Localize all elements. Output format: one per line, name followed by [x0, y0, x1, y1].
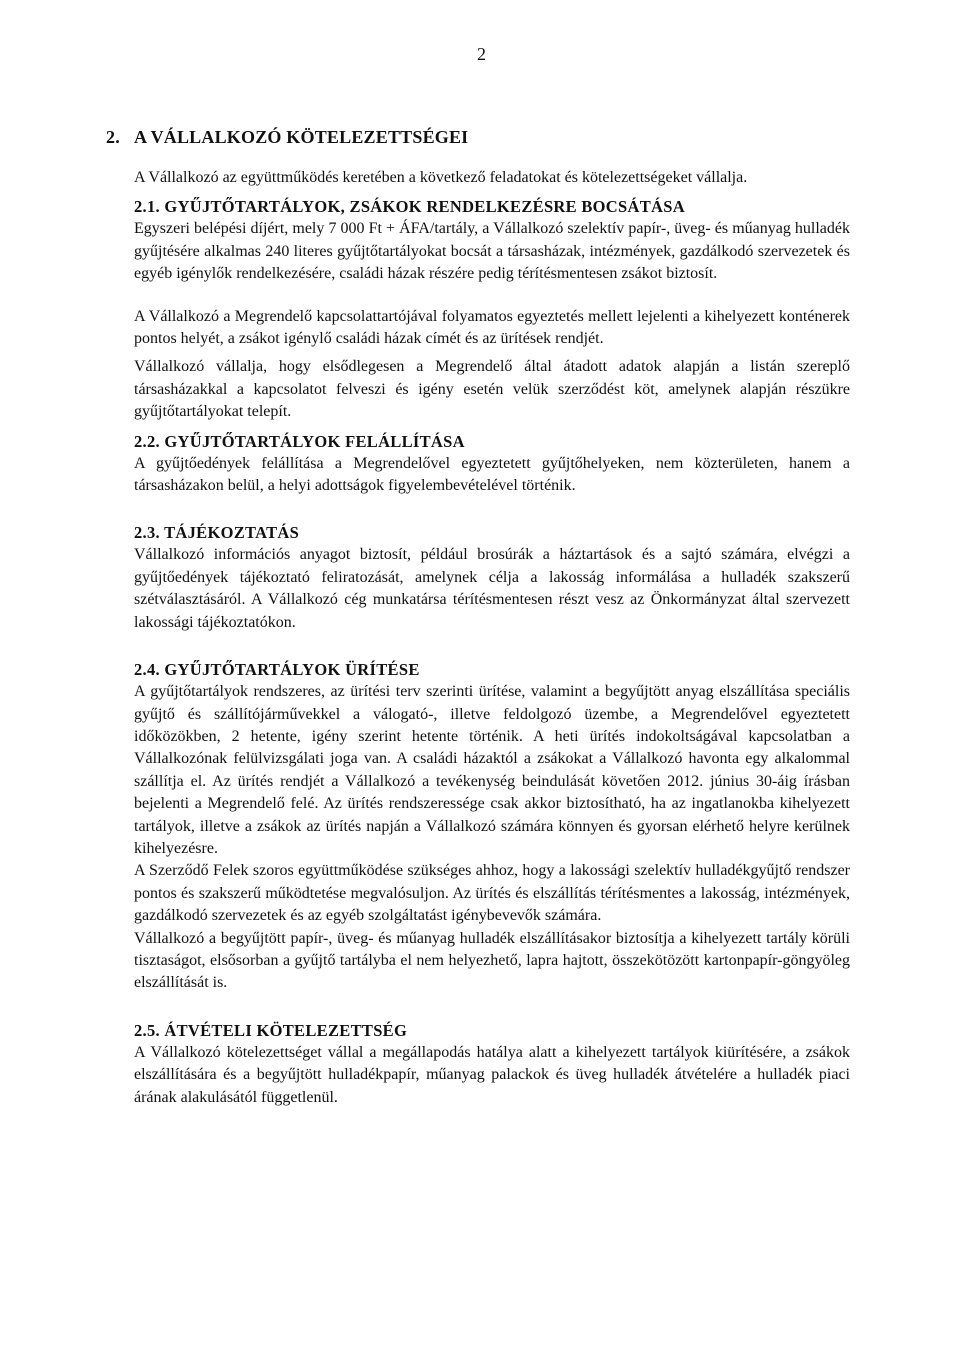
section-2-2 — [134, 430, 850, 498]
section-heading: 2.3. TÁJÉKOZTATÁS — [134, 523, 300, 543]
chapter-title: A VÁLLALKOZÓ KÖTELEZETTSÉGEI — [134, 127, 469, 147]
section-heading: 2.4. GYŰJTŐTARTÁLYOK ÜRÍTÉSE — [134, 660, 420, 680]
chapter-heading — [106, 127, 850, 148]
intro-paragraph: A Vállalkozó az együttműködés keretében a következő feladatokat és kötelezettségeket vállalja. — [134, 169, 748, 186]
section-paragraph: A Szerződő Felek szoros együttműködése szükséges ahhoz, hogy a lakossági szelektív hulladékgyűjtő rendszer pontos és szakszerű működtetése megvalósuljon. Az ürítés és elszállítás térítésmentes a lakosság, intézmények, gazdálkodó szervezetek és az egyéb szolgáltatást igénybevevők számára. — [134, 862, 850, 925]
section-paragraph: A gyűjtőedények felállítása a Megrendelővel egyeztetett gyűjtőhelyeken, nem közterületen, hanem a társasházakon belül, a helyi adottságok figyelembevételével történik. — [134, 454, 850, 495]
section-paragraph: A Vállalkozó kötelezettséget vállal a megállapodás hatálya alatt a kihelyezett tartályok kiürítésére, a zsákok elszállítására és a begyűjtött hulladékpapír, műanyag palackok és üveg hulladék átvételére a hulladék piaci árának alakulásától függetlenül. — [134, 1043, 850, 1106]
section-paragraph: Vállalkozó vállalja, hogy elsődlegesen a Megrendelő által átadott adatok alapján a listán szereplő társasházakkal a kapcsolatot felveszi és igény esetén velük szerződést köt, amelynek alapján részükre gyűjtőtartályokat telepít. — [134, 358, 850, 421]
section-paragraph: Vállalkozó a begyűjtött papír-, üveg- és műanyag hulladék elszállításakor biztosítja a kihelyezett tartály körüli tisztaságot, elsősorban a gyűjtő tartályba el nem helyezhető, lapra hajtott, összekötözött kartonpapír-göngyöleg elszállítását is. — [134, 929, 850, 992]
section-paragraph: A Vállalkozó a Megrendelő kapcsolattartójával folyamatos egyeztetés mellett lejelenti a kihelyezett konténerek pontos helyét, a zsákot igénylő családi házak címét és az ürítések rendjét. — [134, 307, 850, 348]
section-2-3 — [134, 521, 850, 634]
section-2-4 — [134, 658, 850, 995]
section-paragraph: A gyűjtőtartályok rendszeres, az ürítési terv szerinti ürítése, valamint a begyűjtött anyag elszállítása speciális gyűjtő és szállítójárművekkel a válogató-, illetve feldolgozó üzembe, a Megrendelővel egyeztetett időközökben, 2 hetente, igény szerint hetente történik. A heti ürítés indokoltságával kapcsolatban a Vállalkozónak felülvizsgálati joga van. A családi házaktól a zsákokat a Vállalkozó havonta egy alkalommal szállítja el. Az ürítés rendjét a Vállalkozó a tevékenység beindulását követően 2012. június 30-áig írásban bejelenti a Megrendelő felé. Az ürítés rendszeressége csak akkor biztosítható, ha az ingatlanokba kihelyezett tartályok, illetve a zsákok az ürítés napján a Vállalkozó számára könnyen és gyorsan elérhető helyre kerülnek kihelyezésre. — [134, 683, 850, 857]
section-2-5 — [134, 1019, 850, 1109]
section-heading: 2.2. GYŰJTŐTARTÁLYOK FELÁLLÍTÁSA — [134, 431, 465, 451]
section-heading: 2.5. ÁTVÉTELI KÖTELEZETTSÉG — [134, 1020, 408, 1040]
page-number: 2 — [477, 44, 486, 64]
section-paragraph: Egyszeri belépési díjért, mely 7 000 Ft + ÁFA/tartály, a Vállalkozó szelektív papír-, üveg- és műanyag hulladék gyűjtésére alkalmas 240 literes gyűjtőtartályokat bocsát a társasházak, intézmények, gazdálkodó szervezetek és egyéb igénylők rendelkezésére, családi házak részére pedig térítésmentesen zsákot biztosít. — [134, 220, 850, 283]
chapter-number: 2. — [106, 127, 120, 147]
section-2-1 — [134, 195, 850, 423]
section-heading: 2.1. GYŰJTŐTARTÁLYOK, ZSÁKOK RENDELKEZÉSRE BOCSÁTÁSA — [134, 197, 685, 217]
section-paragraph: Vállalkozó információs anyagot biztosít, például brosúrák a háztartások és a sajtó számára, elvégzi a gyűjtőedények tájékoztató feliratozását, amelynek célja a lakosság informálása a hulladék szakszerű szétválasztásáról. A Vállalkozó cég munkatársa térítésmentesen részt vesz az Önkormányzat által szervezett lakossági tájékoztatókon. — [134, 546, 850, 631]
document-body — [106, 127, 850, 1109]
